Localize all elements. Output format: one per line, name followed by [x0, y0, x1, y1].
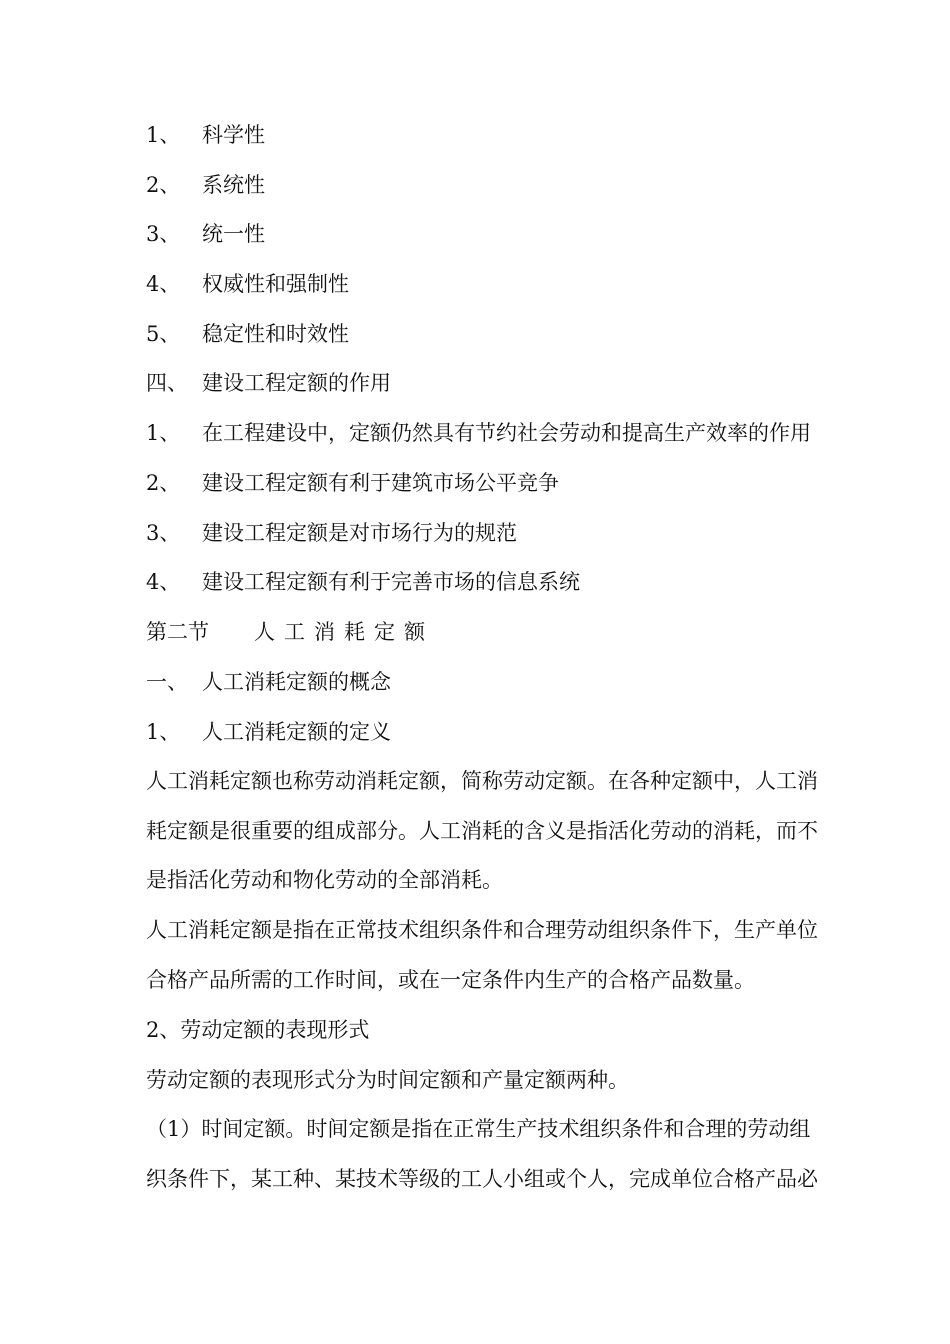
- list-number: 2、: [146, 173, 181, 197]
- paragraph-definition-detail: [146, 906, 858, 1005]
- list-text: 建设工程定额是对市场行为的规范: [202, 521, 517, 545]
- list-item: [146, 322, 349, 346]
- paragraph-line: 是指活化劳动和物化劳动的全部消耗。: [146, 868, 503, 892]
- subheading-number: 1、: [146, 720, 181, 744]
- subheading-text: 人工消耗定额的定义: [202, 720, 391, 744]
- heading-number: 一、: [146, 670, 188, 694]
- paragraph-forms: [146, 1068, 629, 1092]
- list-text: 建设工程定额有利于建筑市场公平竞争: [202, 471, 559, 495]
- subheading: [146, 720, 391, 744]
- list-number: 2、: [146, 471, 181, 495]
- section-label: 第二节: [146, 620, 209, 644]
- list-text: 系统性: [202, 173, 265, 197]
- section-title-text: 人工消耗定额: [254, 620, 434, 644]
- list-item: [146, 471, 559, 495]
- paragraph-line: （1）时间定额。时间定额是指在正常生产技术组织条件和合理的劳动组: [146, 1117, 811, 1141]
- paragraph-definition: [146, 757, 858, 906]
- subheading-text: 2、劳动定额的表现形式: [146, 1018, 370, 1042]
- list-item: [146, 521, 517, 545]
- subheading: [146, 1018, 369, 1042]
- list-number: 1、: [146, 421, 181, 445]
- paragraph-line: 耗定额是很重要的组成部分。人工消耗的含义是指活化劳动的消耗，而不: [146, 818, 818, 843]
- list-item: [146, 222, 265, 246]
- paragraph-line: 人工消耗定额也称劳动消耗定额，简称劳动定额。在各种定额中，人工消: [146, 769, 818, 793]
- section-heading: [146, 670, 391, 694]
- chapter-section-title: [146, 620, 434, 644]
- heading-number: 四、: [146, 371, 188, 395]
- list-text: 建设工程定额有利于完善市场的信息系统: [202, 570, 580, 594]
- heading-text: 人工消耗定额的概念: [202, 670, 391, 694]
- list-number: 3、: [146, 222, 181, 246]
- list-text: 稳定性和时效性: [202, 322, 349, 346]
- paragraph-line: 合格产品所需的工作时间，或在一定条件内生产的合格产品数量。: [146, 967, 755, 992]
- list-item: [146, 272, 349, 296]
- paragraph-line: 织条件下，某工种、某技术等级的工人小组或个人，完成单位合格产品必: [146, 1166, 818, 1191]
- list-number: 5、: [146, 322, 181, 346]
- paragraph-time-quota: [146, 1105, 858, 1204]
- list-text: 在工程建设中，定额仍然具有节约社会劳动和提高生产效率的作用: [202, 421, 811, 445]
- paragraph-line: 劳动定额的表现形式分为时间定额和产量定额两种。: [146, 1068, 629, 1092]
- list-text: 权威性和强制性: [202, 272, 349, 296]
- list-number: 1、: [146, 123, 181, 147]
- section-heading: [146, 371, 391, 395]
- list-number: 3、: [146, 521, 181, 545]
- list-text: 统一性: [202, 222, 265, 246]
- list-item: [146, 173, 265, 197]
- list-text: 科学性: [202, 123, 265, 147]
- list-item: [146, 570, 580, 594]
- heading-text: 建设工程定额的作用: [202, 371, 391, 395]
- list-item: [146, 421, 811, 445]
- list-number: 4、: [146, 570, 181, 594]
- list-item: [146, 123, 265, 147]
- paragraph-line: 人工消耗定额是指在正常技术组织条件和合理劳动组织条件下，生产单位: [146, 918, 818, 942]
- list-number: 4、: [146, 272, 181, 296]
